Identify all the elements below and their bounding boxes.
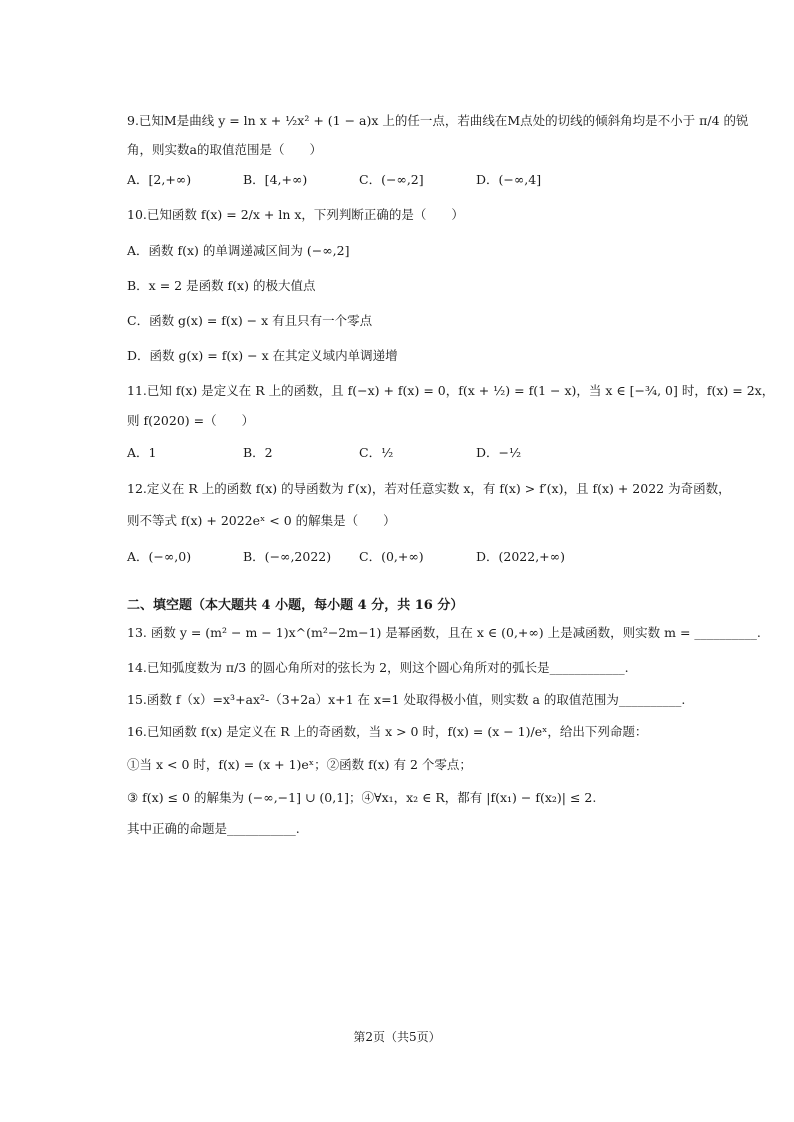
q12-stem-line2: 则不等式 f(x) + 2022eˣ < 0 的解集是（ ） (127, 513, 396, 528)
q9-option-d: D．(−∞,4] (476, 172, 542, 187)
q16-answer-blank: 其中正确的命题是___________. (127, 821, 300, 836)
q10-option-d: D．函数 g(x) = f(x) − x 在其定义域内单调递增 (127, 348, 398, 363)
q12-stem-line1: 12.定义在 R 上的函数 f(x) 的导函数为 f′(x)，若对任意实数 x，有 f(x) > f′(x)，且 f(x) + 2022 为奇函数， (127, 481, 731, 496)
page-number-footer: 第2页（共5页） (353, 1030, 441, 1044)
q14-stem: 14.已知弧度数为 π/3 的圆心角所对的弦长为 2，则这个圆心角所对的弧长是____________. (127, 660, 629, 675)
q12-option-a: A．(−∞,0) (127, 549, 192, 564)
q16-propositions-1: ①当 x < 0 时，f(x) = (x + 1)eˣ；②函数 f(x) 有 2 个零点； (127, 757, 472, 772)
q10-option-a: A．函数 f(x) 的单调递减区间为 (−∞,2] (127, 243, 350, 258)
q9-stem-line1: 9.已知M是曲线 y = ln x + ½x² + (1 − a)x 上的任一点，若曲线在M点处的切线的倾斜角均是不小于 π/4 的锐 (127, 113, 749, 128)
q11-option-b: B．2 (243, 445, 273, 460)
q9-stem-line2: 角，则实数a的取值范围是（ ） (127, 142, 322, 157)
q12-option-d: D．(2022,+∞) (476, 549, 565, 564)
q11-stem-line1: 11.已知 f(x) 是定义在 R 上的函数，且 f(−x) + f(x) = 0，f(x + ½) = f(1 − x)，当 x ∈ [−¾, 0] 时，f(x) = 2x， (127, 383, 775, 398)
q11-option-a: A．1 (127, 445, 157, 460)
q12-option-c: C．(0,+∞) (359, 549, 424, 564)
q9-option-b: B．[4,+∞) (243, 172, 308, 187)
q15-stem: 15.函数 f（x）=x³+ax²-（3+2a）x+1 在 x=1 处取得极小值，则实数 a 的取值范围为__________. (127, 692, 686, 707)
q11-option-c: C．½ (359, 445, 394, 460)
q13-stem: 13. 函数 y = (m² − m − 1)x^(m²−2m−1) 是幂函数，且在 x ∈ (0,+∞) 上是减函数，则实数 m = __________. (127, 625, 761, 640)
q10-stem: 10.已知函数 f(x) = 2/x + ln x，下列判断正确的是（ ） (127, 207, 464, 222)
q9-option-c: C．(−∞,2] (359, 172, 424, 187)
q16-stem: 16.已知函数 f(x) 是定义在 R 上的奇函数，当 x > 0 时，f(x) = (x − 1)/eˣ，给出下列命题： (127, 724, 648, 739)
section-title-fill-in: 二、填空题（本大题共 4 小题，每小题 4 分，共 16 分） (127, 598, 464, 613)
q9-option-a: A．[2,+∞) (127, 172, 192, 187)
q16-propositions-2: ③ f(x) ≤ 0 的解集为 (−∞,−1] ∪ (0,1]；④∀x₁，x₂ ∈ R，都有 |f(x₁) − f(x₂)| ≤ 2. (127, 790, 597, 805)
q10-option-b: B．x = 2 是函数 f(x) 的极大值点 (127, 278, 316, 293)
q11-stem-line2: 则 f(2020) =（ ） (127, 413, 255, 428)
q12-option-b: B．(−∞,2022) (243, 549, 332, 564)
q11-option-d: D．−½ (476, 445, 522, 460)
q10-option-c: C．函数 g(x) = f(x) − x 有且只有一个零点 (127, 313, 373, 328)
